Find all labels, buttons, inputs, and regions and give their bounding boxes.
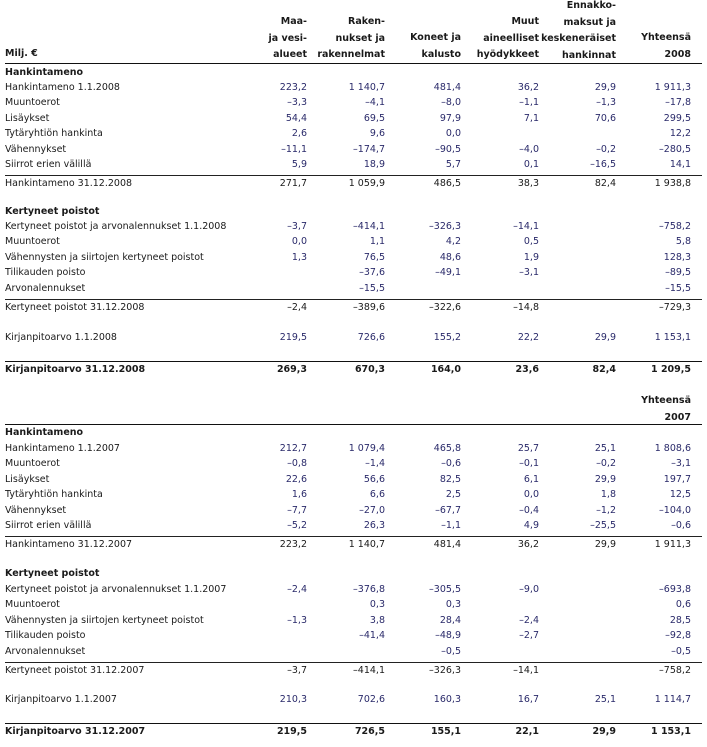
cell-value: 82,5: [439, 473, 461, 485]
section-title: Hankintameno: [5, 427, 84, 438]
table-row: [0, 628, 707, 643]
cell-value: 12,5: [669, 489, 691, 501]
cell-value: –15,5: [359, 282, 385, 294]
cell-value: –322,6: [429, 302, 461, 313]
table-row: [0, 472, 707, 487]
row-label: Vähennykset: [5, 504, 67, 516]
table-row: [0, 644, 707, 659]
cell-value: 164,0: [430, 364, 461, 375]
row-label: Arvonalennukset: [5, 645, 86, 657]
cell-value: –0,5: [441, 645, 461, 657]
cell-value: 212,7: [279, 443, 307, 454]
cell-value: 0,0: [291, 236, 307, 248]
row-label: Kertyneet poistot 31.12.2007: [5, 665, 145, 676]
table-row: [0, 176, 707, 191]
cell-value: 28,4: [439, 614, 461, 626]
header-rule-2007: [5, 424, 702, 425]
table-row: [0, 441, 707, 456]
cell-value: –9,0: [519, 584, 539, 595]
cell-value: –758,2: [659, 221, 691, 232]
cell-value: 28,5: [669, 614, 691, 626]
cell-value: 1,1: [369, 236, 385, 248]
cell-value: 38,3: [517, 178, 539, 190]
row-label: Arvonalennukset: [5, 282, 86, 294]
cell-value: 22,1: [515, 726, 539, 737]
section-title: Hankintameno: [5, 67, 84, 78]
col-header-machinery: Koneet ja kalusto: [410, 32, 461, 60]
col-header-other-tangible: Muut aineelliset hyödykkeet: [476, 16, 539, 60]
cell-value: –729,3: [659, 302, 691, 313]
cell-value: 1,3: [291, 251, 307, 263]
cell-value: 36,2: [517, 82, 539, 93]
cell-value: 82,4: [592, 364, 616, 375]
cell-value: –414,1: [353, 221, 385, 232]
cell-value: 155,1: [430, 726, 461, 737]
cell-value: –48,9: [435, 630, 461, 642]
col-header-buildings: Raken- nukset ja rakennelmat: [317, 16, 385, 60]
cell-value: –0,8: [287, 458, 307, 470]
cell-value: 1 059,9: [348, 178, 385, 190]
col-header-total-2008: Yhteensä 2008: [641, 32, 691, 60]
cell-value: 670,3: [354, 364, 385, 375]
cell-value: 23,6: [515, 364, 539, 375]
cell-value: –49,1: [435, 267, 461, 279]
cell-value: –1,1: [441, 520, 461, 531]
table-row: [0, 503, 707, 518]
cell-value: –0,6: [441, 458, 461, 470]
cell-value: 29,9: [594, 539, 616, 551]
row-label: Hankintameno 1.1.2008: [5, 82, 120, 93]
cell-value: 82,4: [594, 178, 616, 190]
cell-value: 48,6: [439, 251, 461, 263]
cell-value: 269,3: [276, 364, 307, 375]
cell-value: 271,7: [279, 178, 307, 190]
row-label: Lisäykset: [5, 112, 50, 124]
cell-value: 36,2: [517, 539, 539, 551]
cell-value: –11,1: [281, 143, 307, 155]
cell-value: 7,1: [523, 112, 539, 124]
table-row: [0, 80, 707, 95]
row-label: Tytäryhtiön hankinta: [5, 128, 103, 140]
cell-value: 155,2: [433, 332, 461, 343]
cell-value: –4,0: [519, 143, 539, 155]
table-row: [0, 724, 707, 739]
cell-value: –0,2: [596, 458, 616, 470]
cell-value: 5,9: [291, 159, 307, 170]
cell-value: 16,7: [517, 694, 539, 705]
cell-value: –1,2: [596, 504, 616, 516]
cell-value: 54,4: [285, 112, 307, 124]
cell-value: 2,5: [445, 489, 461, 501]
row-label: Tilikauden poisto: [5, 630, 86, 642]
cell-value: –3,1: [519, 267, 539, 279]
cell-value: –174,7: [353, 143, 385, 155]
row-label: Hankintameno 31.12.2007: [5, 539, 133, 551]
cell-value: 4,9: [523, 520, 539, 531]
cell-value: 70,6: [594, 112, 616, 124]
table-row: [0, 487, 707, 502]
cell-value: 128,3: [663, 251, 691, 263]
row-label: Muuntoerot: [5, 236, 60, 248]
cell-value: 25,1: [594, 443, 616, 454]
table-row: [0, 142, 707, 157]
row-label: Kirjanpitoarvo 1.1.2007: [5, 694, 117, 705]
cell-value: 3,8: [369, 614, 385, 626]
cell-value: 29,9: [594, 473, 616, 485]
cell-value: 12,2: [669, 128, 691, 140]
row-label: Tilikauden poisto: [5, 267, 86, 279]
cell-value: –0,6: [671, 520, 691, 531]
cell-value: 18,9: [363, 159, 385, 170]
row-label: Kirjanpitoarvo 31.12.2008: [5, 364, 146, 375]
cell-value: –25,5: [590, 520, 616, 531]
cell-value: –5,2: [287, 520, 307, 531]
cell-value: 29,9: [594, 82, 616, 93]
cell-value: –27,0: [359, 504, 385, 516]
cell-value: 1 079,4: [348, 443, 385, 454]
cell-value: –41,4: [359, 630, 385, 642]
cell-value: –414,1: [353, 665, 385, 676]
row-label: Vähennysten ja siirtojen kertyneet poistot: [5, 251, 204, 263]
cell-value: 5,7: [445, 159, 461, 170]
table-row: [0, 692, 707, 707]
cell-value: –693,8: [659, 584, 691, 595]
table-row: [0, 597, 707, 612]
row-label: Kertyneet poistot ja arvonalennukset 1.1.2008: [5, 221, 227, 232]
cell-value: –280,5: [659, 143, 691, 155]
cell-value: –14,8: [513, 302, 539, 313]
row-label: Kertyneet poistot ja arvonalennukset 1.1.2007: [5, 584, 227, 595]
col-header-total-2007: Yhteensä 2007: [641, 395, 691, 423]
cell-value: 9,6: [369, 128, 385, 140]
cell-value: 97,9: [439, 112, 461, 124]
row-label: Lisäykset: [5, 473, 50, 485]
cell-value: 726,6: [357, 332, 385, 343]
cell-value: –8,0: [441, 97, 461, 109]
cell-value: 1,8: [600, 489, 616, 501]
table-row: [0, 537, 707, 552]
table-row: [0, 518, 707, 533]
table-row: [0, 281, 707, 296]
unit-label: Milj. €: [5, 48, 38, 59]
cell-value: 1 140,7: [348, 539, 385, 551]
cell-value: 1,6: [291, 489, 307, 501]
cell-value: –389,6: [353, 302, 385, 313]
col-header-advance-payments: Ennakko- maksut ja keskeneräiset hankinnat: [541, 0, 616, 61]
cell-value: –0,1: [519, 458, 539, 470]
row-label: Vähennykset: [5, 143, 67, 155]
cell-value: 0,3: [445, 599, 461, 611]
cell-value: 76,5: [363, 251, 385, 263]
cell-value: 29,9: [592, 726, 616, 737]
row-label: Tytäryhtiön hankinta: [5, 489, 103, 501]
row-label: Hankintameno 1.1.2007: [5, 443, 120, 454]
cell-value: 22,6: [285, 473, 307, 485]
cell-value: –0,4: [519, 504, 539, 516]
cell-value: –1,3: [287, 614, 307, 626]
table-row: [0, 613, 707, 628]
table-row: [0, 300, 707, 315]
table-row: [0, 250, 707, 265]
cell-value: –92,8: [665, 630, 691, 642]
cell-value: 69,5: [363, 112, 385, 124]
cell-value: –15,5: [665, 282, 691, 294]
row-label: Siirrot erien välillä: [5, 520, 92, 531]
cell-value: –37,6: [359, 267, 385, 279]
cell-value: 223,2: [279, 539, 307, 551]
cell-value: 1,9: [523, 251, 539, 263]
row-label: Vähennysten ja siirtojen kertyneet poistot: [5, 614, 204, 626]
cell-value: 1 153,1: [654, 332, 691, 343]
cell-value: 465,8: [433, 443, 461, 454]
cell-value: –2,4: [287, 302, 307, 313]
cell-value: –16,5: [590, 159, 616, 170]
cell-value: 0,5: [523, 236, 539, 248]
cell-value: 2,6: [291, 128, 307, 140]
cell-value: 1 808,6: [654, 443, 691, 454]
row-label: Kirjanpitoarvo 31.12.2007: [5, 726, 146, 737]
section-title: Kertyneet poistot: [5, 568, 100, 579]
cell-value: 481,4: [433, 539, 461, 551]
cell-value: –305,5: [429, 584, 461, 595]
cell-value: –67,7: [435, 504, 461, 516]
cell-value: 22,2: [517, 332, 539, 343]
cell-value: 219,5: [276, 726, 307, 737]
cell-value: –2,4: [519, 614, 539, 626]
cell-value: 0,1: [523, 159, 539, 170]
cell-value: 1 153,1: [651, 726, 691, 737]
cell-value: 223,2: [279, 82, 307, 93]
cell-value: –3,1: [671, 458, 691, 470]
cell-value: –90,5: [435, 143, 461, 155]
cell-value: 219,5: [279, 332, 307, 343]
cell-value: 5,8: [675, 236, 691, 248]
header-rule-2008: [5, 63, 702, 64]
cell-value: 1 938,8: [654, 178, 691, 190]
cell-value: 29,9: [594, 332, 616, 343]
table-row: [0, 663, 707, 678]
cell-value: –89,5: [665, 267, 691, 279]
row-label: Siirrot erien välillä: [5, 159, 92, 170]
cell-value: 56,6: [363, 473, 385, 485]
cell-value: –758,2: [659, 665, 691, 676]
cell-value: –326,3: [429, 221, 461, 232]
cell-value: 702,6: [357, 694, 385, 705]
table-row: [0, 157, 707, 172]
cell-value: 25,7: [517, 443, 539, 454]
cell-value: 0,6: [675, 599, 691, 611]
cell-value: 1 911,3: [654, 82, 691, 93]
cell-value: 0,0: [523, 489, 539, 501]
cell-value: –3,7: [287, 221, 307, 232]
cell-value: 0,0: [445, 128, 461, 140]
cell-value: –1,4: [365, 458, 385, 470]
cell-value: –17,8: [665, 97, 691, 109]
cell-value: –0,5: [671, 645, 691, 657]
cell-value: –376,8: [353, 584, 385, 595]
section-title: Kertyneet poistot: [5, 206, 100, 217]
cell-value: –1,1: [519, 97, 539, 109]
cell-value: 6,1: [523, 473, 539, 485]
row-label: Muuntoerot: [5, 458, 60, 470]
cell-value: –0,2: [596, 143, 616, 155]
table-row: [0, 582, 707, 597]
cell-value: –326,3: [429, 665, 461, 676]
cell-value: 1 114,7: [654, 694, 691, 705]
cell-value: 210,3: [279, 694, 307, 705]
cell-value: 0,3: [369, 599, 385, 611]
cell-value: –7,7: [287, 504, 307, 516]
cell-value: 14,1: [669, 159, 691, 170]
cell-value: –3,7: [287, 665, 307, 676]
cell-value: 25,1: [594, 694, 616, 705]
cell-value: 160,3: [433, 694, 461, 705]
cell-value: 481,4: [433, 82, 461, 93]
row-label: Muuntoerot: [5, 97, 60, 109]
cell-value: 4,2: [445, 236, 461, 248]
cell-value: 6,6: [369, 489, 385, 501]
table-row: [0, 111, 707, 126]
cell-value: 726,5: [354, 726, 385, 737]
row-label: Kertyneet poistot 31.12.2008: [5, 302, 145, 313]
cell-value: –14,1: [513, 665, 539, 676]
table-row: [0, 330, 707, 345]
table-row: [0, 95, 707, 110]
cell-value: –1,3: [596, 97, 616, 109]
table-row: [0, 362, 707, 377]
cell-value: 299,5: [663, 112, 691, 124]
row-label: Hankintameno 31.12.2008: [5, 178, 133, 190]
cell-value: 1 209,5: [651, 364, 691, 375]
col-header-land: Maa- ja vesi- alueet: [268, 16, 307, 60]
table-row: [0, 234, 707, 249]
cell-value: 26,3: [363, 520, 385, 531]
table-row: [0, 219, 707, 234]
cell-value: –2,7: [519, 630, 539, 642]
table-row: [0, 265, 707, 280]
cell-value: 486,5: [433, 178, 461, 190]
cell-value: 197,7: [663, 473, 691, 485]
cell-value: –104,0: [659, 504, 691, 516]
row-label: Kirjanpitoarvo 1.1.2008: [5, 332, 117, 343]
table-row: [0, 456, 707, 471]
cell-value: –3,3: [287, 97, 307, 109]
row-label: Muuntoerot: [5, 599, 60, 611]
cell-value: –2,4: [287, 584, 307, 595]
cell-value: –4,1: [365, 97, 385, 109]
table-row: [0, 126, 707, 141]
cell-value: 1 140,7: [348, 82, 385, 93]
cell-value: 1 911,3: [654, 539, 691, 551]
cell-value: –14,1: [513, 221, 539, 232]
